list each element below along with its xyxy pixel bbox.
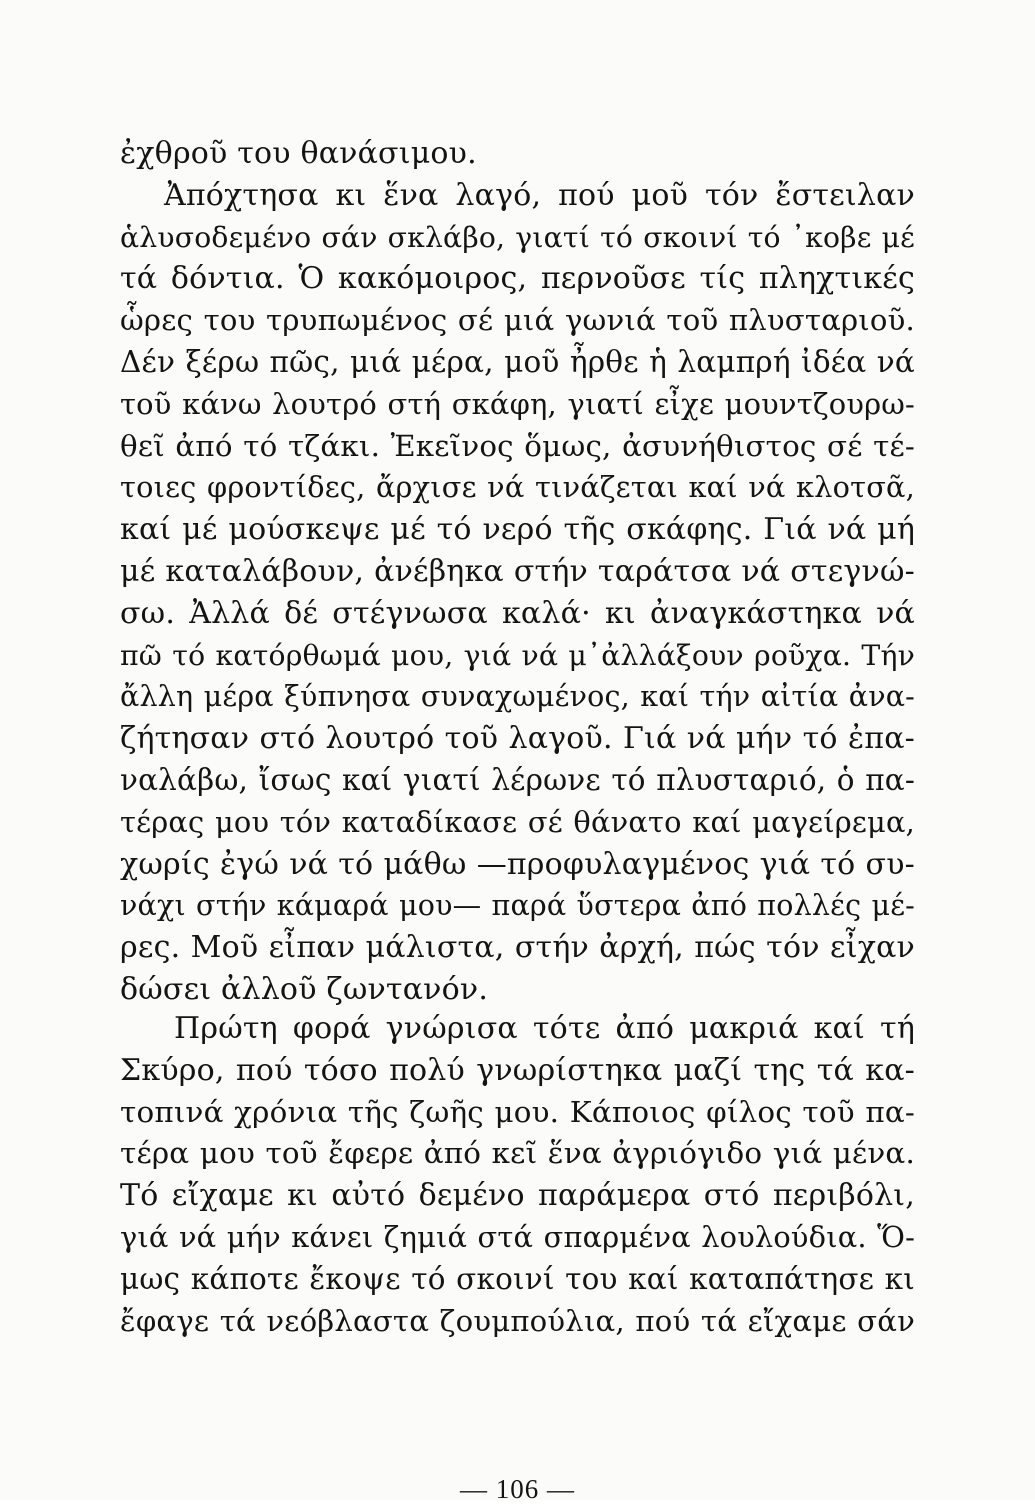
- text-line: μως κάποτε ἔκοψε τό σκοινί του καί καταπάτησε κι: [120, 1261, 915, 1296]
- text-line: ἁλυσοδεμένο σάν σκλάβο, γιατί τό σκοινί τό ᾿κοβε μέ: [120, 220, 915, 254]
- text-line: δώσει ἀλλοῦ ζωντανόν.: [120, 971, 489, 1007]
- text-line: τέρας μου τόν καταδίκασε σέ θάνατο καί μαγείρεμα,: [120, 804, 915, 839]
- text-line: πῶ τό κατόρθωμά μου, γιά νά μ᾿ἀλλάξουν ροῦχα. Τήν: [120, 638, 915, 672]
- text-line: τοιες φροντίδες, ἄρχισε νά τινάζεται καί νά κλοτσᾶ,: [120, 470, 915, 505]
- text-line: ἔφαγε τά νεόβλαστα ζουμπούλια, πού τά εἴχαμε σάν: [120, 1303, 915, 1338]
- text-line: χωρίς ἐγώ νά τό μάθω —προφυλαγμένος γιά τό συ-: [120, 846, 915, 882]
- text-line: καί μέ μούσκεψε μέ τό νερό τῆς σκάφης. Γιά νά μή: [120, 512, 915, 548]
- text-line: θεῖ ἀπό τό τζάκι. Ἐκεῖνος ὅμως, ἀσυνήθιστος σέ τέ-: [120, 428, 915, 463]
- text-line: τοπινά χρόνια τῆς ζωῆς μου. Κάποιος φίλος τοῦ πα-: [120, 1094, 915, 1129]
- paragraph-1: [120, 133, 915, 1011]
- text-line: Δέν ξέρω πῶς, μιά μέρα, μοῦ ἦρθε ἡ λαμπρή ἰδέα νά: [120, 344, 915, 379]
- text-line: τέρα μου τοῦ ἔφερε ἀπό κεῖ ἕνα ἀγριόγιδο γιά μένα.: [120, 1136, 915, 1171]
- text-line: Σκύρο, πού τόσο πολύ γνωρίστηκα μαζί της τά κα-: [120, 1052, 915, 1088]
- text-line: ὧρες του τρυπωμένος σέ μιά γωνιά τοῦ πλυσταριοῦ.: [120, 303, 915, 338]
- text-line: τά δόντια. Ὁ κακόμοιρος, περνοῦσε τίς πληχτικές: [120, 261, 915, 297]
- text-line: Πρώτη φορά γνώρισα τότε ἀπό μακριά καί τή: [174, 1011, 915, 1046]
- text-line: ναλάβω, ἴσως καί γιατί λέρωνε τό πλυσταριό, ὁ πα-: [120, 762, 915, 797]
- text-line: Ἀπόχτησα κι ἕνα λαγό, πού μοῦ τόν ἔστειλαν: [164, 177, 915, 213]
- text-line: Τό εἴχαμε κι αὐτό δεμένο παράμερα στό περιβόλι,: [120, 1178, 915, 1214]
- text-line: ἄλλη μέρα ξύπνησα συναχωμένος, καί τήν αἰτία ἀνα-: [120, 680, 915, 714]
- text-line: γιά νά μήν κάνει ζημιά στά σπαρμένα λουλούδια. Ὅ-: [120, 1219, 915, 1254]
- text-line: σω. Ἀλλά δέ στέγνωσα καλά· κι ἀναγκάστηκα νά: [120, 595, 915, 631]
- text-line: νάχι στήν κάμαρά μου— παρά ὕστερα ἀπό πολλές μέ-: [120, 889, 915, 923]
- text-line: ρες. Μοῦ εἶπαν μάλιστα, στήν ἀρχή, πώς τόν εἶχαν: [120, 930, 915, 966]
- text-line: ζήτησαν στό λουτρό τοῦ λαγοῦ. Γιά νά μήν τό ἐπα-: [120, 721, 915, 757]
- paragraph-2: [120, 1008, 915, 1342]
- text-line: μέ καταλάβουν, ἀνέβηκα στήν ταράτσα νά στεγνώ-: [120, 553, 915, 589]
- page-number: — 106 —: [460, 1474, 575, 1504]
- text-line: τοῦ κάνω λουτρό στή σκάφη, γιατί εἶχε μουντζουρω-: [120, 386, 915, 421]
- text-line: ἐχθροῦ του θανάσιμου.: [120, 136, 477, 171]
